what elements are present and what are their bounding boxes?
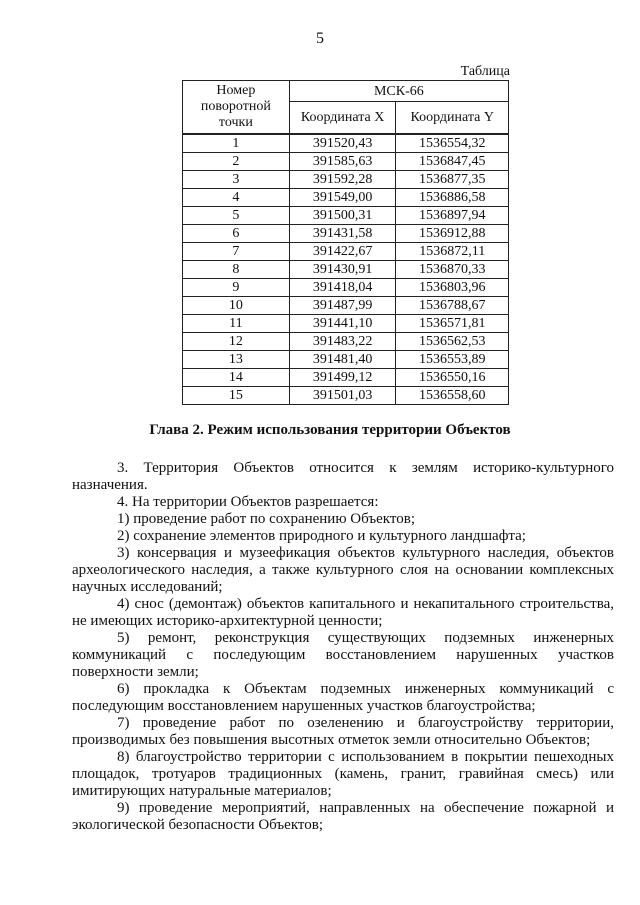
cell-coordinate-y: 1536872,11 xyxy=(396,243,509,261)
cell-coordinate-x: 391422,67 xyxy=(289,243,396,261)
cell-point-number: 9 xyxy=(183,279,290,297)
cell-point-number: 3 xyxy=(183,171,290,189)
cell-point-number: 2 xyxy=(183,153,290,171)
table-row xyxy=(183,297,509,315)
coordinates-table-body xyxy=(183,134,509,405)
paragraph: 8) благоустройство территории с использованием в покрытии пешеходных площадок, тротуаров традиционных (камень, гранит, гравийная смесь) или имитирующих натуральные материалов; xyxy=(72,749,614,799)
coordinates-table xyxy=(182,80,509,405)
paragraph: 4. На территории Объектов разрешается: xyxy=(117,494,379,510)
cell-coordinate-x: 391520,43 xyxy=(289,134,396,153)
table-row xyxy=(183,351,509,369)
cell-coordinate-x: 391487,99 xyxy=(289,297,396,315)
chapter-title: Глава 2. Режим использования территории Объектов xyxy=(149,422,511,438)
table-row xyxy=(183,315,509,333)
paragraph: 3) консервация и музеефикация объектов культурного наследия, объектов археологического наследия, а также культурного слоя на основании комплексных научных исследований; xyxy=(72,545,614,595)
table-row xyxy=(183,171,509,189)
paragraph: 9) проведение мероприятий, направленных на обеспечение пожарной и экологической безопасности Объектов; xyxy=(72,800,614,833)
table-row xyxy=(183,333,509,351)
cell-coordinate-y: 1536803,96 xyxy=(396,279,509,297)
cell-coordinate-y: 1536571,81 xyxy=(396,315,509,333)
col-x-header: Координата X xyxy=(289,102,396,134)
cell-coordinate-y: 1536870,33 xyxy=(396,261,509,279)
cell-coordinate-x: 391418,04 xyxy=(289,279,396,297)
cell-coordinate-y: 1536912,88 xyxy=(396,225,509,243)
cell-coordinate-x: 391431,58 xyxy=(289,225,396,243)
table-row xyxy=(183,369,509,387)
page-number: 5 xyxy=(316,30,324,47)
paragraph: 3. Территория Объектов относится к землям историко-культурного назначения. xyxy=(72,460,614,493)
cell-coordinate-x: 391500,31 xyxy=(289,207,396,225)
cell-point-number: 15 xyxy=(183,387,290,405)
cell-coordinate-x: 391585,63 xyxy=(289,153,396,171)
table-row xyxy=(183,279,509,297)
cell-coordinate-y: 1536553,89 xyxy=(396,351,509,369)
cell-coordinate-x: 391441,10 xyxy=(289,315,396,333)
cell-coordinate-y: 1536550,16 xyxy=(396,369,509,387)
paragraph: 7) проведение работ по озеленению и благоустройству территории, производимых без повышения высотных отметок земли относительно Объектов; xyxy=(72,715,614,748)
cell-coordinate-x: 391499,12 xyxy=(289,369,396,387)
table-row xyxy=(183,225,509,243)
cell-point-number: 4 xyxy=(183,189,290,207)
cell-coordinate-y: 1536886,58 xyxy=(396,189,509,207)
group-header: МСК-66 xyxy=(289,81,508,102)
cell-point-number: 14 xyxy=(183,369,290,387)
table-row xyxy=(183,261,509,279)
cell-coordinate-y: 1536554,32 xyxy=(396,134,509,153)
cell-coordinate-x: 391592,28 xyxy=(289,171,396,189)
paragraph: 5) ремонт, реконструкция существующих подземных инженерных коммуникаций с последующим восстановлением нарушенных участков поверхности земли; xyxy=(72,630,614,680)
cell-coordinate-y: 1536558,60 xyxy=(396,387,509,405)
col-y-header: Координата Y xyxy=(396,102,509,134)
table-caption: Таблица xyxy=(460,64,510,79)
cell-coordinate-x: 391549,00 xyxy=(289,189,396,207)
cell-point-number: 11 xyxy=(183,315,290,333)
col-point-header: Номер поворотной точки xyxy=(183,81,290,135)
cell-coordinate-y: 1536788,67 xyxy=(396,297,509,315)
paragraph: 1) проведение работ по сохранению Объектов; xyxy=(117,511,415,527)
paragraph: 6) прокладка к Объектам подземных инженерных коммуникаций с последующим восстановлением нарушенных участков благоустройства; xyxy=(72,681,614,714)
cell-point-number: 13 xyxy=(183,351,290,369)
cell-point-number: 6 xyxy=(183,225,290,243)
cell-coordinate-x: 391481,40 xyxy=(289,351,396,369)
paragraph: 4) снос (демонтаж) объектов капитального и некапитального строительства, не имеющих историко-архитектурной ценности; xyxy=(72,596,614,629)
table-row xyxy=(183,134,509,153)
table-row xyxy=(183,189,509,207)
cell-coordinate-y: 1536847,45 xyxy=(396,153,509,171)
cell-coordinate-x: 391483,22 xyxy=(289,333,396,351)
cell-coordinate-x: 391501,03 xyxy=(289,387,396,405)
cell-point-number: 5 xyxy=(183,207,290,225)
table-row xyxy=(183,153,509,171)
table-row xyxy=(183,387,509,405)
cell-point-number: 7 xyxy=(183,243,290,261)
table-row xyxy=(183,243,509,261)
cell-coordinate-y: 1536877,35 xyxy=(396,171,509,189)
cell-point-number: 12 xyxy=(183,333,290,351)
table-row xyxy=(183,207,509,225)
cell-point-number: 8 xyxy=(183,261,290,279)
paragraph: 2) сохранение элементов природного и культурного ландшафта; xyxy=(117,528,526,544)
cell-coordinate-y: 1536897,94 xyxy=(396,207,509,225)
cell-coordinate-x: 391430,91 xyxy=(289,261,396,279)
body-text xyxy=(72,460,614,834)
cell-point-number: 1 xyxy=(183,134,290,153)
cell-point-number: 10 xyxy=(183,297,290,315)
cell-coordinate-y: 1536562,53 xyxy=(396,333,509,351)
